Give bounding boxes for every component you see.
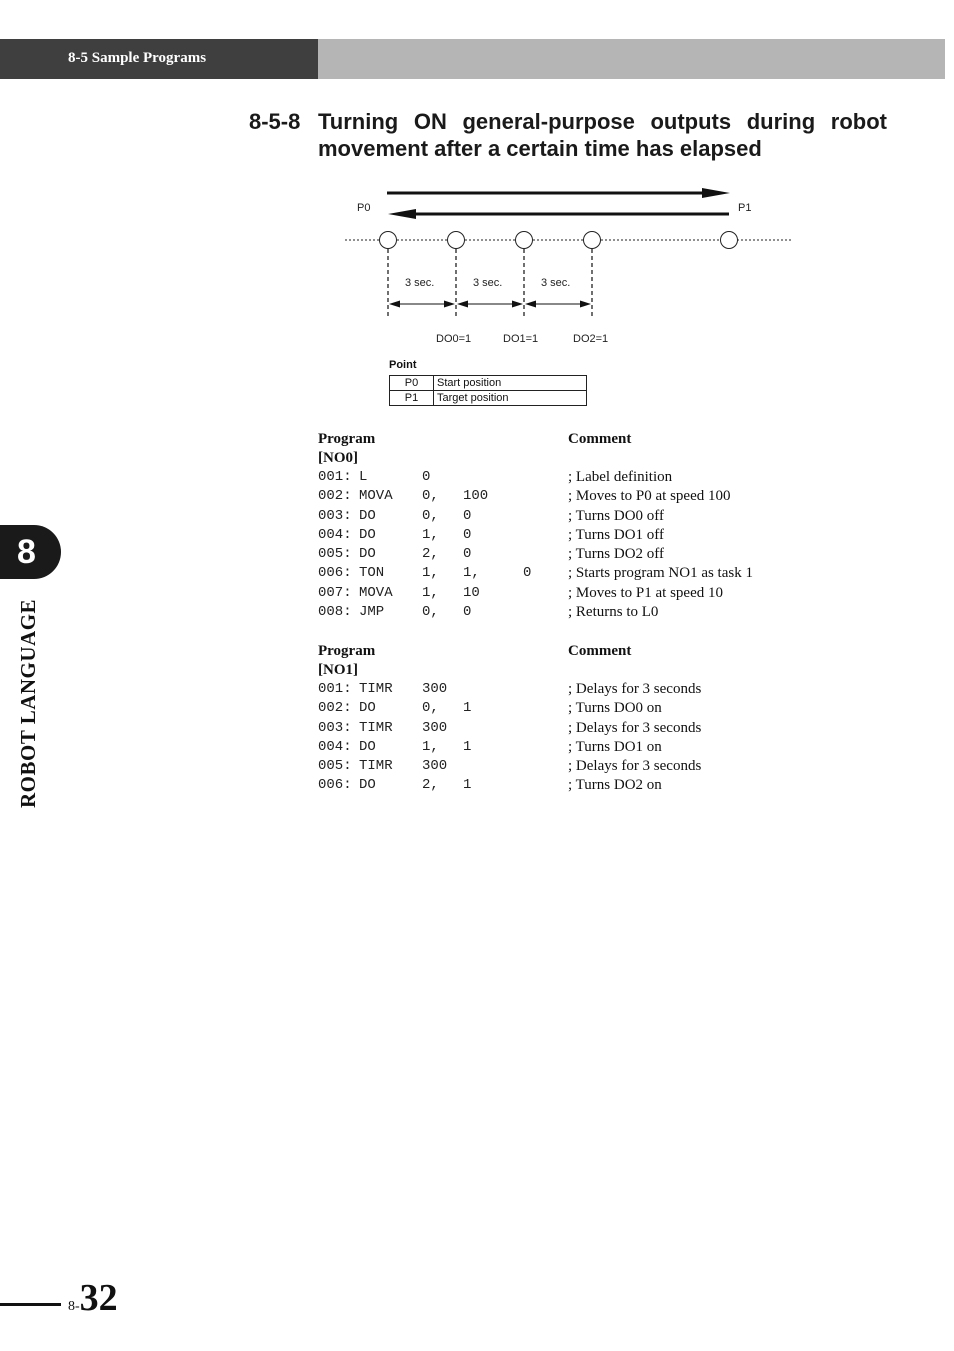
line-arg1: 2, xyxy=(422,777,439,794)
forward-arrow-head xyxy=(702,188,730,198)
program-line xyxy=(318,507,664,527)
program-line xyxy=(318,700,662,719)
program-no0 xyxy=(318,431,753,623)
program-line xyxy=(318,777,662,796)
section-title-line2: movement after a certain time has elapsed xyxy=(318,136,762,161)
chapter-number: 8 xyxy=(17,533,36,571)
point-desc-cell: Target position xyxy=(434,391,587,406)
program-label: Program xyxy=(318,643,376,659)
line-number: 002: xyxy=(318,488,352,505)
point-table-grid xyxy=(389,375,587,406)
line-arg2: 0 xyxy=(463,546,472,563)
page-number-value: 32 xyxy=(79,1277,118,1319)
output-label-do2: DO2=1 xyxy=(573,333,609,345)
header-section-block xyxy=(0,39,318,79)
program-line xyxy=(318,488,731,507)
section-title xyxy=(318,108,887,162)
line-number: 006: xyxy=(318,777,352,794)
line-number: 002: xyxy=(318,700,352,717)
line-command: MOVA xyxy=(359,584,393,601)
program-line xyxy=(318,565,753,584)
line-comment: ; Moves to P0 at speed 100 xyxy=(568,488,731,505)
program-line xyxy=(318,719,702,739)
program-tag: [NO1] xyxy=(318,662,358,678)
point-cell: P0 xyxy=(390,376,434,391)
output-label-do0: DO0=1 xyxy=(436,333,472,345)
line-command: DO xyxy=(359,507,376,524)
line-comment: ; Label definition xyxy=(568,469,673,485)
program-line xyxy=(318,604,659,623)
program-lines xyxy=(318,681,702,797)
path-point-p0 xyxy=(380,232,397,249)
line-comment: ; Turns DO1 on xyxy=(568,738,662,755)
line-arg2: 10 xyxy=(463,584,480,601)
line-arg1: 1, xyxy=(422,738,439,755)
line-arg2: 1, xyxy=(463,565,480,582)
line-comment: ; Delays for 3 seconds xyxy=(568,758,702,775)
footer-rule xyxy=(0,1303,61,1306)
line-command: TIMR xyxy=(359,758,393,775)
line-arg1: 300 xyxy=(422,719,448,736)
line-command: TON xyxy=(359,565,385,582)
timing-diagram xyxy=(340,183,800,353)
line-command: TIMR xyxy=(359,719,393,736)
line-arg1: 0 xyxy=(422,469,431,485)
line-command: DO xyxy=(359,526,376,543)
line-arg1: 0, xyxy=(422,488,439,505)
line-arg1: 300 xyxy=(422,681,448,697)
line-number: 001: xyxy=(318,469,352,485)
line-command: L xyxy=(359,469,368,485)
line-comment: ; Turns DO2 on xyxy=(568,777,662,794)
program-header xyxy=(318,643,632,662)
output-label-do1: DO1=1 xyxy=(503,333,539,345)
program-line xyxy=(318,526,664,546)
interval-label-2: 3 sec. xyxy=(473,277,503,289)
path-point-do0 xyxy=(448,232,465,249)
path-point-do1 xyxy=(516,232,533,249)
line-number: 001: xyxy=(318,681,352,697)
line-arg1: 0, xyxy=(422,700,439,717)
comment-label: Comment xyxy=(568,643,632,659)
line-number: 006: xyxy=(318,565,352,582)
line-comment: ; Moves to P1 at speed 10 xyxy=(568,584,723,601)
point-desc-cell: Start position xyxy=(434,376,587,391)
line-arg2: 0 xyxy=(463,507,472,524)
line-command: DO xyxy=(359,777,376,794)
path-point-p1 xyxy=(721,232,738,249)
point-table xyxy=(389,359,587,406)
program-line xyxy=(318,681,702,700)
line-number: 003: xyxy=(318,719,352,736)
line-arg1: 1, xyxy=(422,584,439,601)
line-comment: ; Delays for 3 seconds xyxy=(568,719,702,736)
line-number: 003: xyxy=(318,507,352,524)
program-line xyxy=(318,469,673,488)
program-no1 xyxy=(318,643,702,797)
program-line xyxy=(318,546,664,565)
line-arg1: 0, xyxy=(422,604,439,621)
interval-label-3: 3 sec. xyxy=(541,277,571,289)
line-arg2: 1 xyxy=(463,738,472,755)
table-row xyxy=(390,391,587,406)
line-comment: ; Delays for 3 seconds xyxy=(568,681,702,697)
program-label: Program xyxy=(318,431,376,447)
line-arg2: 0 xyxy=(463,604,472,621)
comment-label: Comment xyxy=(568,431,632,447)
label-p0: P0 xyxy=(357,202,371,214)
line-number: 008: xyxy=(318,604,352,621)
line-number: 007: xyxy=(318,584,352,601)
interval-label-1: 3 sec. xyxy=(405,277,435,289)
line-command: TIMR xyxy=(359,681,393,697)
line-comment: ; Starts program NO1 as task 1 xyxy=(568,565,753,582)
section-title-line1: Turning ON general-purpose outputs during robot xyxy=(318,109,887,134)
program-line xyxy=(318,758,702,777)
line-comment: ; Turns DO2 off xyxy=(568,546,664,563)
program-tag: [NO0] xyxy=(318,450,358,466)
line-arg1: 1, xyxy=(422,526,439,543)
line-arg2: 1 xyxy=(463,700,472,717)
program-lines xyxy=(318,469,753,623)
line-arg1: 300 xyxy=(422,758,448,775)
line-command: DO xyxy=(359,700,376,717)
line-command: DO xyxy=(359,546,376,563)
line-comment: ; Returns to L0 xyxy=(568,604,659,621)
line-arg2: 0 xyxy=(463,526,472,543)
line-arg2: 1 xyxy=(463,777,472,794)
return-arrow-head xyxy=(388,209,416,219)
line-comment: ; Turns DO0 off xyxy=(568,507,664,524)
page-number-prefix: 8- xyxy=(68,1299,80,1314)
path-point-do2 xyxy=(584,232,601,249)
header-bar xyxy=(0,39,945,79)
line-command: DO xyxy=(359,738,376,755)
interval-arrow-1 xyxy=(389,301,455,308)
point-cell: P1 xyxy=(390,391,434,406)
interval-arrow-3 xyxy=(525,301,591,308)
chapter-side-title: ROBOT LANGUAGE xyxy=(16,598,40,808)
interval-arrow-2 xyxy=(457,301,523,308)
page-number xyxy=(68,1276,118,1320)
table-row xyxy=(390,376,587,391)
line-arg2: 100 xyxy=(463,488,489,505)
program-header xyxy=(318,431,632,450)
line-number: 004: xyxy=(318,738,352,755)
header-section-label: 8-5 Sample Programs xyxy=(68,50,207,66)
label-p1: P1 xyxy=(738,202,752,214)
line-arg1: 2, xyxy=(422,546,439,563)
line-comment: ; Turns DO0 on xyxy=(568,700,662,717)
program-line xyxy=(318,738,662,758)
program-line xyxy=(318,584,723,604)
line-command: MOVA xyxy=(359,488,393,505)
line-arg1: 1, xyxy=(422,565,439,582)
line-arg3: 0 xyxy=(523,565,532,582)
line-comment: ; Turns DO1 off xyxy=(568,526,664,543)
section-number: 8-5-8 xyxy=(249,109,301,134)
chapter-tab xyxy=(0,525,61,579)
line-number: 004: xyxy=(318,526,352,543)
line-number: 005: xyxy=(318,546,352,563)
line-command: JMP xyxy=(359,604,385,621)
point-table-caption: Point xyxy=(389,359,417,371)
line-arg1: 0, xyxy=(422,507,439,524)
line-number: 005: xyxy=(318,758,352,775)
